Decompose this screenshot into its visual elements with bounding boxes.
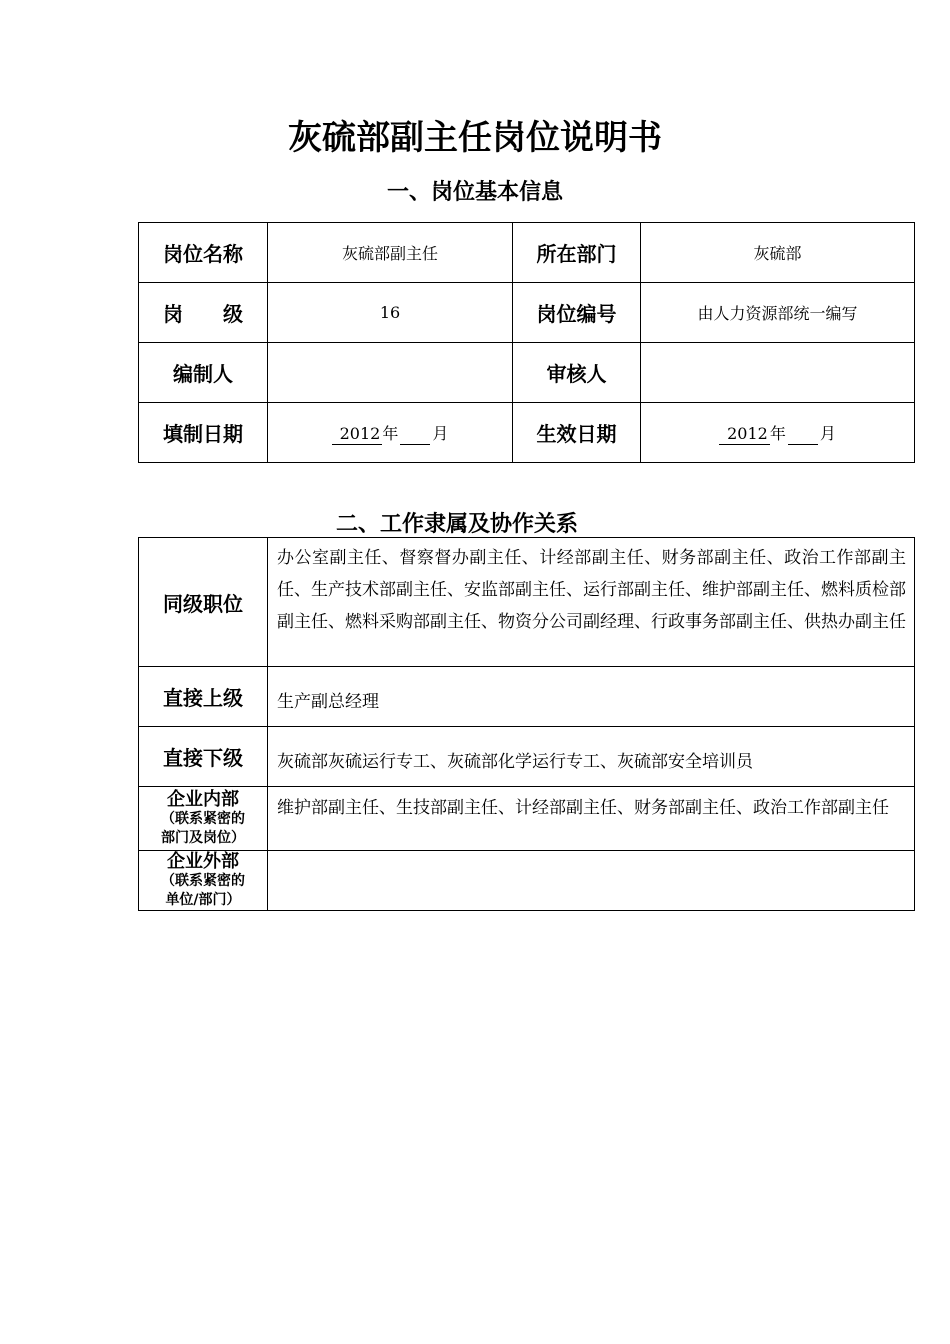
table-row [139,283,915,343]
department-value: 灰硫部 [641,223,915,283]
direct-subordinates-label: 直接下级 [139,727,268,787]
effective-date-year: 2012 [719,424,770,445]
fill-date-year-label: 年 [382,423,399,443]
grade-value: 16 [268,283,513,343]
author-label: 编制人 [139,343,268,403]
section-basic-info-title: 一、岗位基本信息 [386,180,563,205]
position-code-value: 由人力资源部统一编写 [641,283,915,343]
section-relations-title: 二、工作隶属及协作关系 [336,512,579,537]
document-title: 灰硫部副主任岗位说明书 [288,118,662,158]
effective-date-line [719,421,836,445]
reviewer-value [641,343,915,403]
basic-info-table [138,222,915,463]
table-row [139,223,915,283]
position-name-label: 岗位名称 [139,223,268,283]
fill-date-year: 2012 [332,424,383,445]
internal-contacts-label [139,787,268,851]
external-contacts-title: 企业外部 [167,851,239,872]
fill-date-line [332,421,449,445]
author-value [268,343,513,403]
table-row [139,727,915,787]
fill-date-value [268,403,513,463]
table-row [139,343,915,403]
direct-subordinates-value: 灰硫部灰硫运行专工、灰硫部化学运行专工、灰硫部安全培训员 [268,727,915,787]
table-row [139,538,915,667]
fill-date-month-blank [400,424,430,445]
table-row [139,851,915,911]
external-contacts-subtitle: （联系紧密的 单位/部门） [161,873,245,908]
position-code-label: 岗位编号 [513,283,641,343]
table-row [139,667,915,727]
peer-positions-value: 办公室副主任、督察督办副主任、计经部副主任、财务部副主任、政治工作部副主任、生产技术部副主任、安监部副主任、运行部副主任、维护部副主任、燃料质检部副主任、燃料采购部副主任、物资分公司副经理、行政事务部副主任、供热办副主任 [268,538,915,667]
table-row [139,403,915,463]
position-name-value: 灰硫部副主任 [268,223,513,283]
grade-label: 岗 级 [139,283,268,343]
direct-superior-label: 直接上级 [139,667,268,727]
table-row [139,787,915,851]
effective-date-value [641,403,915,463]
effective-date-label: 生效日期 [513,403,641,463]
effective-date-month-blank [788,424,818,445]
peer-positions-label: 同级职位 [139,538,268,667]
direct-superior-value: 生产副总经理 [268,667,915,727]
effective-date-year-label: 年 [769,423,786,443]
internal-contacts-value: 维护部副主任、生技部副主任、计经部副主任、财务部副主任、政治工作部副主任 [268,787,915,851]
reviewer-label: 审核人 [513,343,641,403]
external-contacts-value [268,851,915,911]
relations-table [138,537,915,911]
external-contacts-label [139,851,268,911]
fill-date-month-label: 月 [432,423,449,443]
effective-date-month-label: 月 [819,423,836,443]
department-label: 所在部门 [513,223,641,283]
internal-contacts-title: 企业内部 [167,789,239,810]
fill-date-label: 填制日期 [139,403,268,463]
internal-contacts-subtitle: （联系紧密的 部门及岗位） [161,811,245,846]
